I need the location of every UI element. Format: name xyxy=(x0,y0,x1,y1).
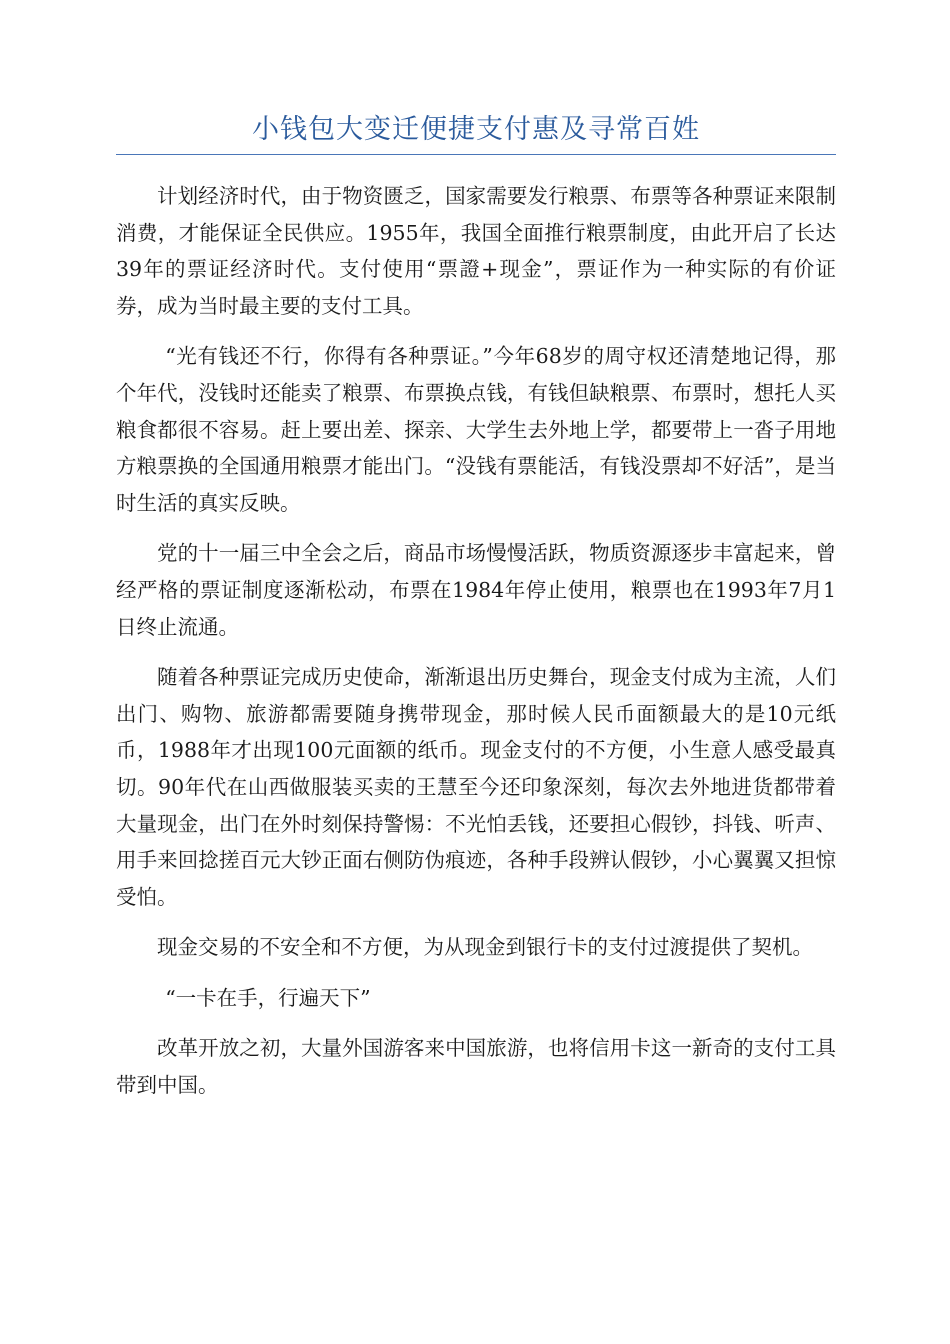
paragraph-6: 改革开放之初，大量外国游客来中国旅游，也将信用卡这一新奇的支付工具带到中国。 xyxy=(116,1036,836,1098)
page-title: 小钱包大变迁便捷支付惠及寻常百姓 xyxy=(252,114,700,145)
paragraph-1: 计划经济时代，由于物资匮乏，国家需要发行粮票、布票等各种票证来限制消费，才能保证全民供应。1955年，我国全面推行粮票制度，由此开启了长达39年的票证经济时代。支付使用“票證+现金”，票证作为一种实际的有价证券，成为当时最主要的支付工具。 xyxy=(116,184,836,318)
section-heading: “一卡在手，行遍天下” xyxy=(165,985,371,1010)
title-underline xyxy=(116,154,836,155)
article-body xyxy=(116,178,836,1118)
paragraph-5: 现金交易的不安全和不方便，为从现金到银行卡的支付过渡提供了契机。 xyxy=(157,935,813,960)
paragraph-3: 党的十一届三中全会之后，商品市场慢慢活跃，物质资源逐步丰富起来，曾经严格的票证制度逐渐松动，布票在1984年停止使用，粮票也在1993年7月1日终止流通。 xyxy=(116,541,836,639)
paragraph-4: 随着各种票证完成历史使命，渐渐退出历史舞台，现金支付成为主流，人们出门、购物、旅游都需要随身携带现金，那时候人民币面额最大的是10元纸币，1988年才出现100元面额的纸币。现金支付的不方便，小生意人感受最真切。90年代在山西做服装买卖的王慧至今还印象深刻，每次去外地进货都带着大量现金，出门在外时刻保持警惕：不光怕丢钱，还要担心假钞，抖钱、听声、用手来回捻搓百元大钞正面右侧防伪痕迹，各种手段辨认假钞，小心翼翼又担惊受怕。 xyxy=(116,665,836,909)
paragraph-2: “光有钱还不行，你得有各种票证。”今年68岁的周守权还清楚地记得，那个年代，没钱时还能卖了粮票、布票换点钱，有钱但缺粮票、布票时，想托人买粮食都很不容易。赶上要出差、探亲、大学生去外地上学，都要带上一沓子用地方粮票换的全国通用粮票才能出门。“没钱有票能活，有钱没票却不好活”，是当时生活的真实反映。 xyxy=(116,344,836,515)
